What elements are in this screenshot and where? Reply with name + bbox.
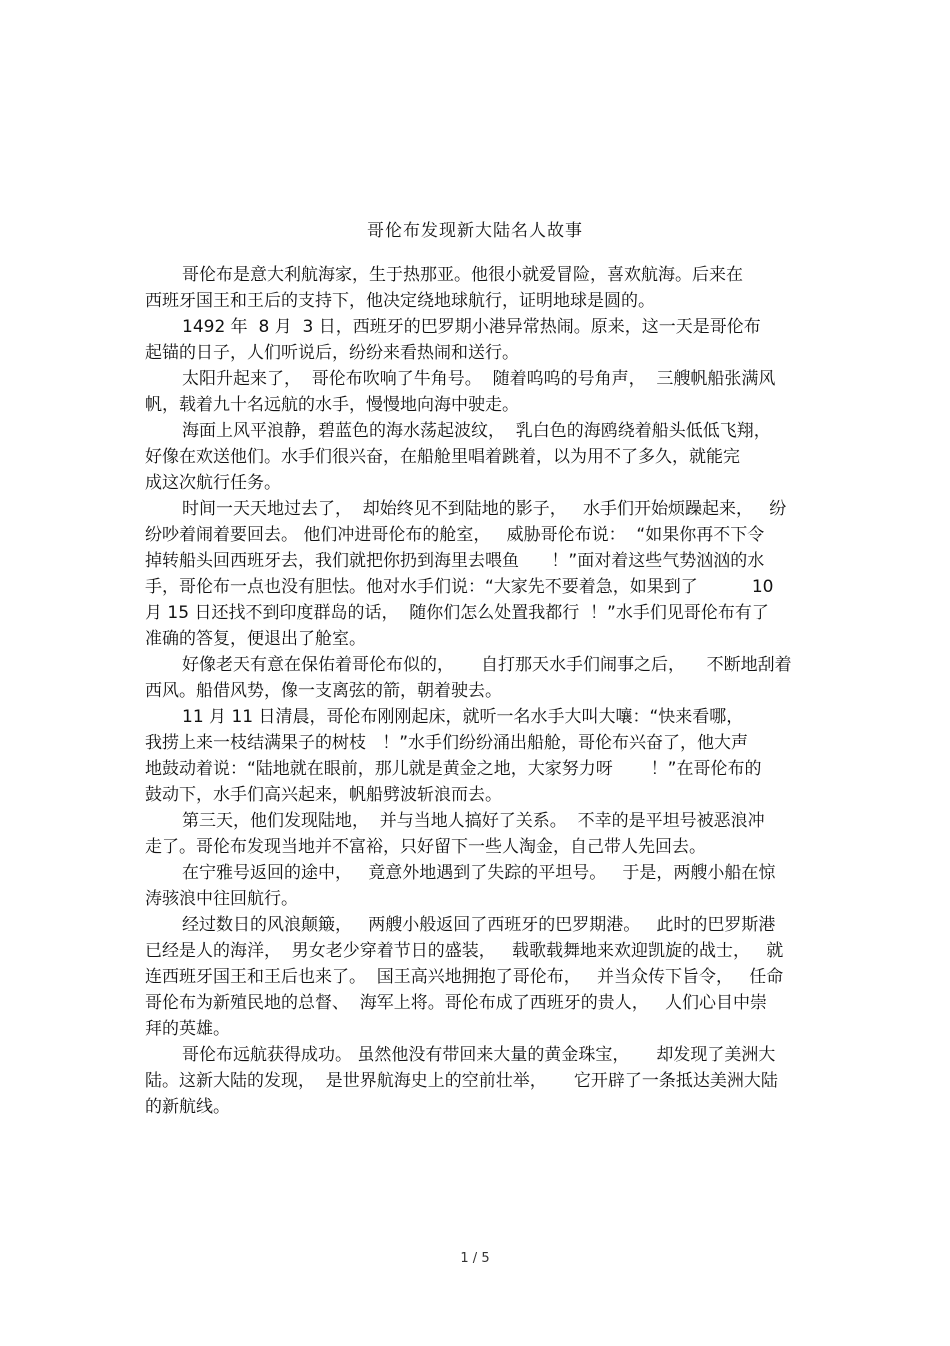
paragraph-line: 帆，载着九十名远航的水手，慢慢地向海中驶走。: [145, 395, 519, 415]
paragraph-line: 拜的英雄。: [145, 1019, 230, 1039]
page-title: 哥伦布发现新大陆名人故事: [367, 221, 583, 241]
paragraph-line: 成这次航行任务。: [145, 473, 281, 493]
paragraph-line: 西班牙国王和王后的支持下，他决定绕地球航行，证明地球是圆的。: [145, 291, 655, 311]
paragraph-line: 太阳升起来了， 哥伦布吹响了牛角号。 随着呜呜的号角声， 三艘帆船张满风: [182, 369, 776, 389]
paragraph-line: 哥伦布为新殖民地的总督、 海军上将。哥伦布成了西班牙的贵人， 人们心目中崇: [145, 993, 768, 1013]
paragraph: [145, 1042, 815, 1120]
page-number: 1 / 5: [460, 1251, 490, 1266]
paragraph-line: 11 月 11 日清晨，哥伦布刚刚起床，就听一名水手大叫大嚷：“快来看哪，: [182, 707, 744, 727]
paragraph-line: 鼓动下，水手们高兴起来，帆船劈波斩浪而去。: [145, 785, 502, 805]
paragraph-line: 已经是人的海洋， 男女老少穿着节日的盛装， 载歌载舞地来欢迎凯旋的战士， 就: [145, 941, 784, 961]
paragraph-line: 好像老天有意在保佑着哥伦布似的， 自打那天水手们闹事之后， 不断地刮着: [182, 655, 792, 675]
paragraph-line: 好像在欢送他们。水手们很兴奋，在船舱里唱着跳着，以为用不了多久，就能完: [145, 447, 740, 467]
paragraph-line: 1492 年 8 月 3 日，西班牙的巴罗期小港异常热闹。原来，这一天是哥伦布: [182, 317, 761, 337]
paragraph-line: 连西班牙国王和王后也来了。 国王高兴地拥抱了哥伦布， 并当众传下旨令， 任命: [145, 967, 784, 987]
paragraph-line: 的新航线。: [145, 1097, 230, 1117]
paragraph-line: 在宁雅号返回的途中， 竟意外地遇到了失踪的平坦号。 于是，两艘小船在惊: [182, 863, 776, 883]
paragraph-line: 时间一天天地过去了， 却始终见不到陆地的影子， 水手们开始烦躁起来， 纷: [182, 499, 787, 519]
paragraph: [145, 652, 815, 704]
paragraph-line: 地鼓动着说：“陆地就在眼前，那儿就是黄金之地，大家努力呀 ！”在哥伦布的: [145, 759, 762, 779]
paragraph: [145, 366, 815, 418]
paragraph-line: 海面上风平浪静，碧蓝色的海水荡起波纹， 乳白色的海鸥绕着船头低低飞翔，: [182, 421, 771, 441]
paragraph-line: 起锚的日子，人们听说后，纷纷来看热闹和送行。: [145, 343, 519, 363]
paragraph-line: 第三天，他们发现陆地， 并与当地人搞好了关系。 不幸的是平坦号被恶浪冲: [182, 811, 765, 831]
article-body: [145, 262, 815, 1120]
paragraph-line: 西风。船借风势，像一支离弦的箭，朝着驶去。: [145, 681, 502, 701]
paragraph-line: 准确的答复，便退出了舱室。: [145, 629, 366, 649]
paragraph-line: 涛骇浪中往回航行。: [145, 889, 298, 909]
paragraph: [145, 704, 815, 808]
paragraph: [145, 860, 815, 912]
paragraph-line: 走了。哥伦布发现当地并不富裕，只好留下一些人淘金，自己带人先回去。: [145, 837, 706, 857]
paragraph: [145, 262, 815, 314]
paragraph-line: 陆。这新大陆的发现， 是世界航海史上的空前壮举， 它开辟了一条抵达美洲大陆: [145, 1071, 778, 1091]
paragraph-line: 月 15 日还找不到印度群岛的话， 随你们怎么处置我都行 ！”水手们见哥伦布有了: [145, 603, 769, 623]
paragraph-line: 经过数日的风浪颠簸， 两艘小般返回了西班牙的巴罗期港。 此时的巴罗斯港: [182, 915, 776, 935]
paragraph-line: 手，哥伦布一点也没有胆怯。他对水手们说：“大家先不要着急，如果到了 10: [145, 577, 774, 597]
paragraph-line: 纷吵着闹着要回去。 他们冲进哥伦布的舱室， 威胁哥伦布说： “如果你再不下令: [145, 525, 765, 545]
paragraph-line: 哥伦布远航获得成功。 虽然他没有带回来大量的黄金珠宝， 却发现了美洲大: [182, 1045, 776, 1065]
paragraph-line: 我捞上来一枝结满果子的树枝 ！”水手们纷纷涌出船舱，哥伦布兴奋了，他大声: [145, 733, 749, 753]
paragraph: [145, 912, 815, 1042]
paragraph: [145, 496, 815, 652]
paragraph: [145, 314, 815, 366]
paragraph: [145, 808, 815, 860]
paragraph-line: 掉转船头回西班牙去，我们就把你扔到海里去喂鱼 ！”面对着这些气势汹汹的水: [145, 551, 765, 571]
paragraph: [145, 418, 815, 496]
paragraph-line: 哥伦布是意大利航海家，生于热那亚。他很小就爱冒险，喜欢航海。后来在: [182, 265, 743, 285]
